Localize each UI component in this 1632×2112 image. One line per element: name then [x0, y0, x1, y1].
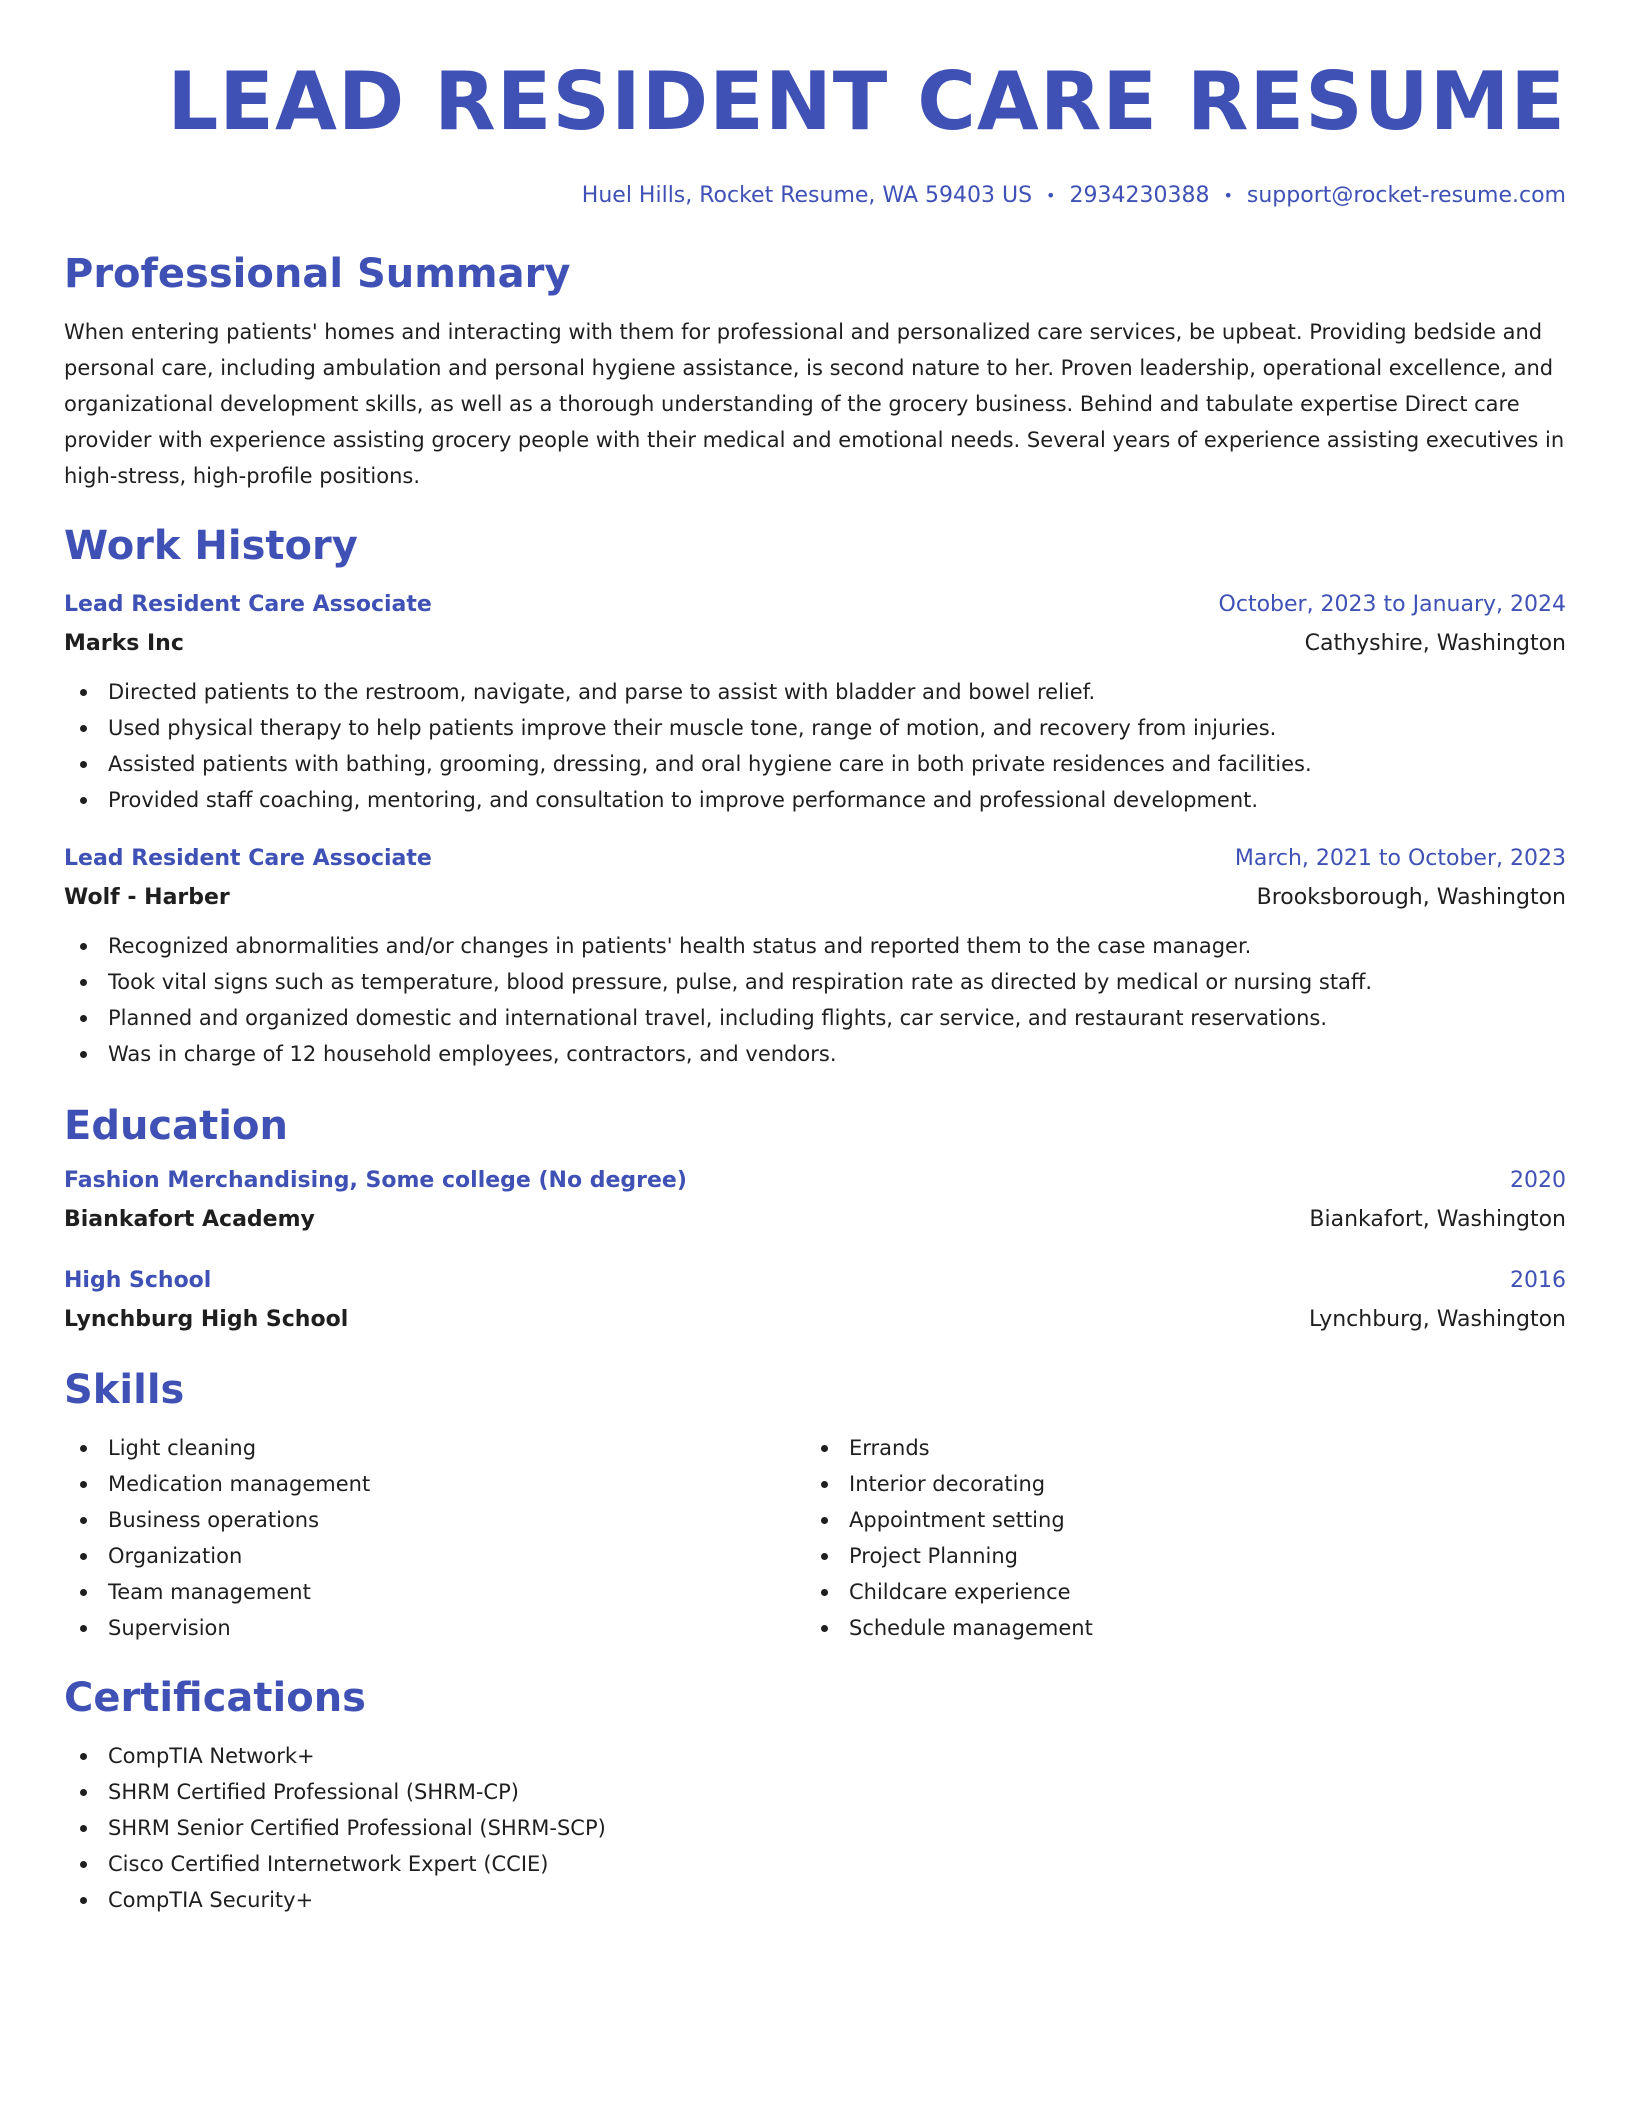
- skill-item: Supervision: [64, 1610, 805, 1646]
- education-location: Lynchburg, Washington: [1308, 1307, 1566, 1332]
- skill-item: Childcare experience: [805, 1574, 1546, 1610]
- contact-line: [64, 180, 1566, 212]
- job-header-row: [64, 590, 1566, 620]
- skill-item: Organization: [64, 1538, 805, 1574]
- job-entry: [64, 590, 1566, 818]
- contact-phone: 2934230388: [1069, 183, 1210, 208]
- job-header-row: [64, 844, 1566, 874]
- summary-text: When entering patients' homes and interacting with them for professional and personalized care services, be upbeat. Providing bedside and personal care, including ambulation and personal hygiene assistance, is second nature to her. Proven leadership, operational excellence, and organizational development skills, as well as a thorough understanding of the grocery business. Behind and tabulate expertise Direct care provider with experience assisting grocery people with their medical and emotional needs. Several years of experience assisting executives in high-stress, high-profile positions.: [64, 320, 1565, 488]
- certifications-list: [64, 1738, 1566, 1918]
- education-school-row: [64, 1204, 1566, 1236]
- education-header-row: [64, 1266, 1566, 1296]
- job-bullets: [64, 928, 1566, 1072]
- education-entry: [64, 1266, 1566, 1336]
- contact-separator: •: [1046, 186, 1056, 205]
- job-bullet: Directed patients to the restroom, navigate, and parse to assist with bladder and bowel relief.: [64, 674, 1566, 710]
- resume-page: [64, 52, 1566, 1918]
- skills-column-right: [805, 1430, 1546, 1646]
- skill-item: Business operations: [64, 1502, 805, 1538]
- contact-address: Huel Hills, Rocket Resume, WA 59403 US: [581, 183, 1033, 208]
- education-degree: High School: [64, 1268, 212, 1293]
- certifications-heading: Certifications: [64, 1675, 366, 1721]
- job-bullet: Took vital signs such as temperature, blood pressure, pulse, and respiration rate as directed by medical or nursing staff.: [64, 964, 1566, 1000]
- job-bullet: Provided staff coaching, mentoring, and consultation to improve performance and professional development.: [64, 782, 1566, 818]
- job-company-row: [64, 628, 1566, 660]
- job-entry: [64, 844, 1566, 1072]
- education-school: Biankafort Academy: [64, 1207, 315, 1232]
- education-entry: [64, 1166, 1566, 1236]
- job-bullet: Planned and organized domestic and international travel, including flights, car service, and restaurant reservations.: [64, 1000, 1566, 1036]
- contact-separator: •: [1223, 186, 1233, 205]
- job-bullets: [64, 674, 1566, 818]
- education-heading: Education: [64, 1103, 288, 1149]
- certification-item: CompTIA Security+: [64, 1882, 1566, 1918]
- job-title: Lead Resident Care Associate: [64, 592, 432, 617]
- job-bullet: Used physical therapy to help patients improve their muscle tone, range of motion, and recovery from injuries.: [64, 710, 1566, 746]
- job-title: Lead Resident Care Associate: [64, 846, 432, 871]
- certification-item: SHRM Senior Certified Professional (SHRM-SCP): [64, 1810, 1566, 1846]
- education-degree: Fashion Merchandising, Some college (No degree): [64, 1168, 687, 1193]
- education-year: 2016: [1510, 1268, 1566, 1293]
- education-school: Lynchburg High School: [64, 1307, 349, 1332]
- certification-item: Cisco Certified Internetwork Expert (CCIE): [64, 1846, 1566, 1882]
- skill-item: Appointment setting: [805, 1502, 1546, 1538]
- certification-item: SHRM Certified Professional (SHRM-CP): [64, 1774, 1566, 1810]
- job-company: Marks Inc: [64, 631, 184, 656]
- job-bullet: Assisted patients with bathing, grooming, dressing, and oral hygiene care in both private residences and facilities.: [64, 746, 1566, 782]
- job-bullet: Was in charge of 12 household employees, contractors, and vendors.: [64, 1036, 1566, 1072]
- skill-item: Light cleaning: [64, 1430, 805, 1466]
- skills-column-left: [64, 1430, 805, 1646]
- education-school-row: [64, 1304, 1566, 1336]
- education-year: 2020: [1510, 1168, 1566, 1193]
- work-history-heading: Work History: [64, 523, 358, 569]
- job-bullet: Recognized abnormalities and/or changes in patients' health status and reported them to the case manager.: [64, 928, 1566, 964]
- education-location: Biankafort, Washington: [1309, 1207, 1566, 1232]
- skill-item: Project Planning: [805, 1538, 1546, 1574]
- job-dates: March, 2021 to October, 2023: [1234, 846, 1566, 871]
- skill-item: Errands: [805, 1430, 1546, 1466]
- resume-title: LEAD RESIDENT CARE RESUME: [167, 55, 1566, 148]
- skills-grid: [64, 1430, 1566, 1646]
- certification-item: CompTIA Network+: [64, 1738, 1566, 1774]
- job-location: Cathyshire, Washington: [1304, 631, 1566, 656]
- skill-item: Interior decorating: [805, 1466, 1546, 1502]
- skills-heading: Skills: [64, 1367, 185, 1413]
- contact-email[interactable]: support@rocket-resume.com: [1246, 183, 1566, 208]
- job-dates: October, 2023 to January, 2024: [1218, 592, 1566, 617]
- skill-item: Schedule management: [805, 1610, 1546, 1646]
- skill-item: Medication management: [64, 1466, 805, 1502]
- job-company: Wolf - Harber: [64, 885, 230, 910]
- education-header-row: [64, 1166, 1566, 1196]
- summary-heading: Professional Summary: [64, 251, 571, 297]
- job-location: Brooksborough, Washington: [1256, 885, 1566, 910]
- skill-item: Team management: [64, 1574, 805, 1610]
- job-company-row: [64, 882, 1566, 914]
